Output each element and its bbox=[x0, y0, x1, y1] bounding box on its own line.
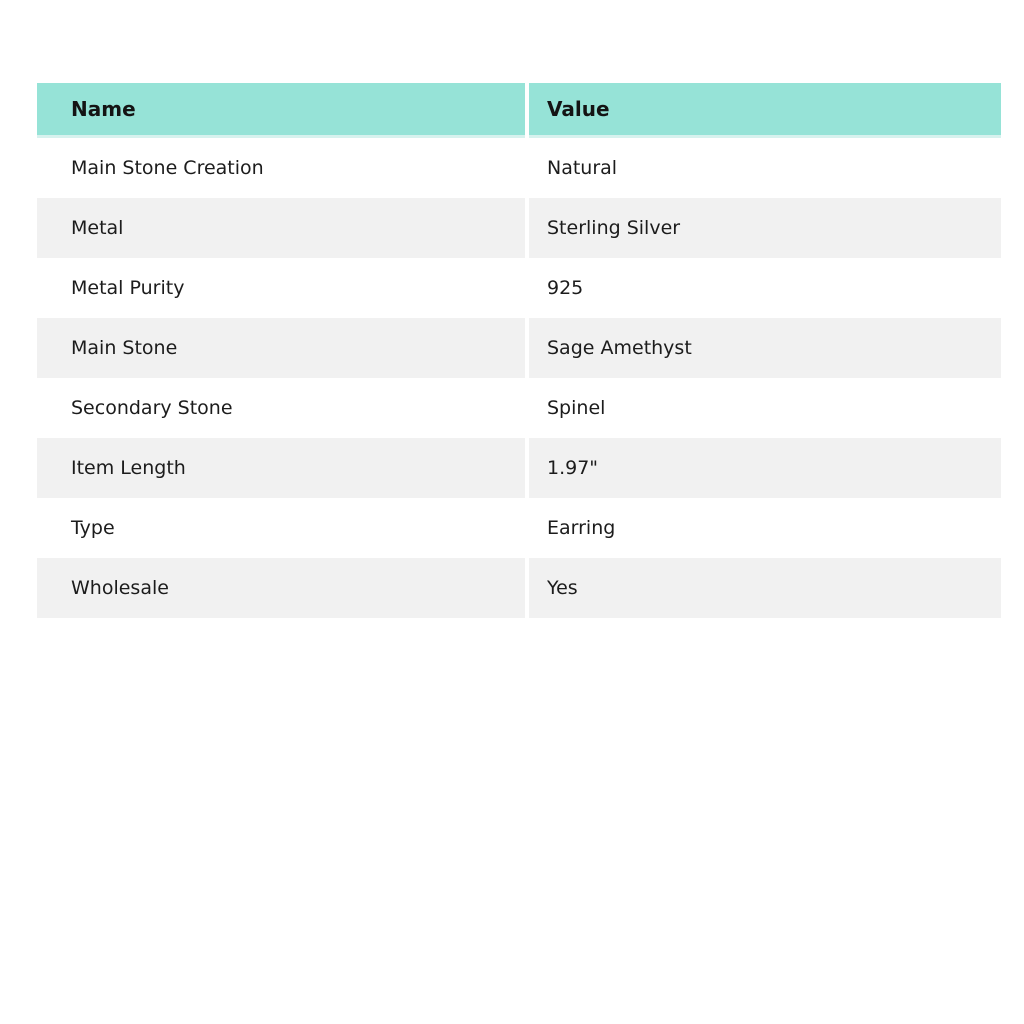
row-name-cell: Secondary Stone bbox=[37, 378, 527, 438]
table-row bbox=[37, 558, 1001, 618]
row-value-cell: 1.97" bbox=[527, 438, 1001, 498]
table-header-row bbox=[37, 83, 1001, 137]
header-cell-name: Name bbox=[37, 83, 527, 137]
row-value-cell: Sterling Silver bbox=[527, 198, 1001, 258]
table-row bbox=[37, 498, 1001, 558]
row-value-cell: Earring bbox=[527, 498, 1001, 558]
table-row bbox=[37, 198, 1001, 258]
row-name-cell: Metal Purity bbox=[37, 258, 527, 318]
spec-table bbox=[37, 83, 1001, 618]
table-row bbox=[37, 318, 1001, 378]
row-value-cell: 925 bbox=[527, 258, 1001, 318]
table-row bbox=[37, 137, 1001, 199]
row-name-cell: Metal bbox=[37, 198, 527, 258]
header-cell-value: Value bbox=[527, 83, 1001, 137]
row-name-cell: Wholesale bbox=[37, 558, 527, 618]
attributes-table bbox=[37, 83, 1001, 618]
row-value-cell: Yes bbox=[527, 558, 1001, 618]
row-name-cell: Main Stone bbox=[37, 318, 527, 378]
row-name-cell: Item Length bbox=[37, 438, 527, 498]
row-name-cell: Main Stone Creation bbox=[37, 137, 527, 199]
row-name-cell: Type bbox=[37, 498, 527, 558]
row-value-cell: Natural bbox=[527, 137, 1001, 199]
row-value-cell: Sage Amethyst bbox=[527, 318, 1001, 378]
row-value-cell: Spinel bbox=[527, 378, 1001, 438]
table-row bbox=[37, 378, 1001, 438]
table-row bbox=[37, 258, 1001, 318]
table-row bbox=[37, 438, 1001, 498]
